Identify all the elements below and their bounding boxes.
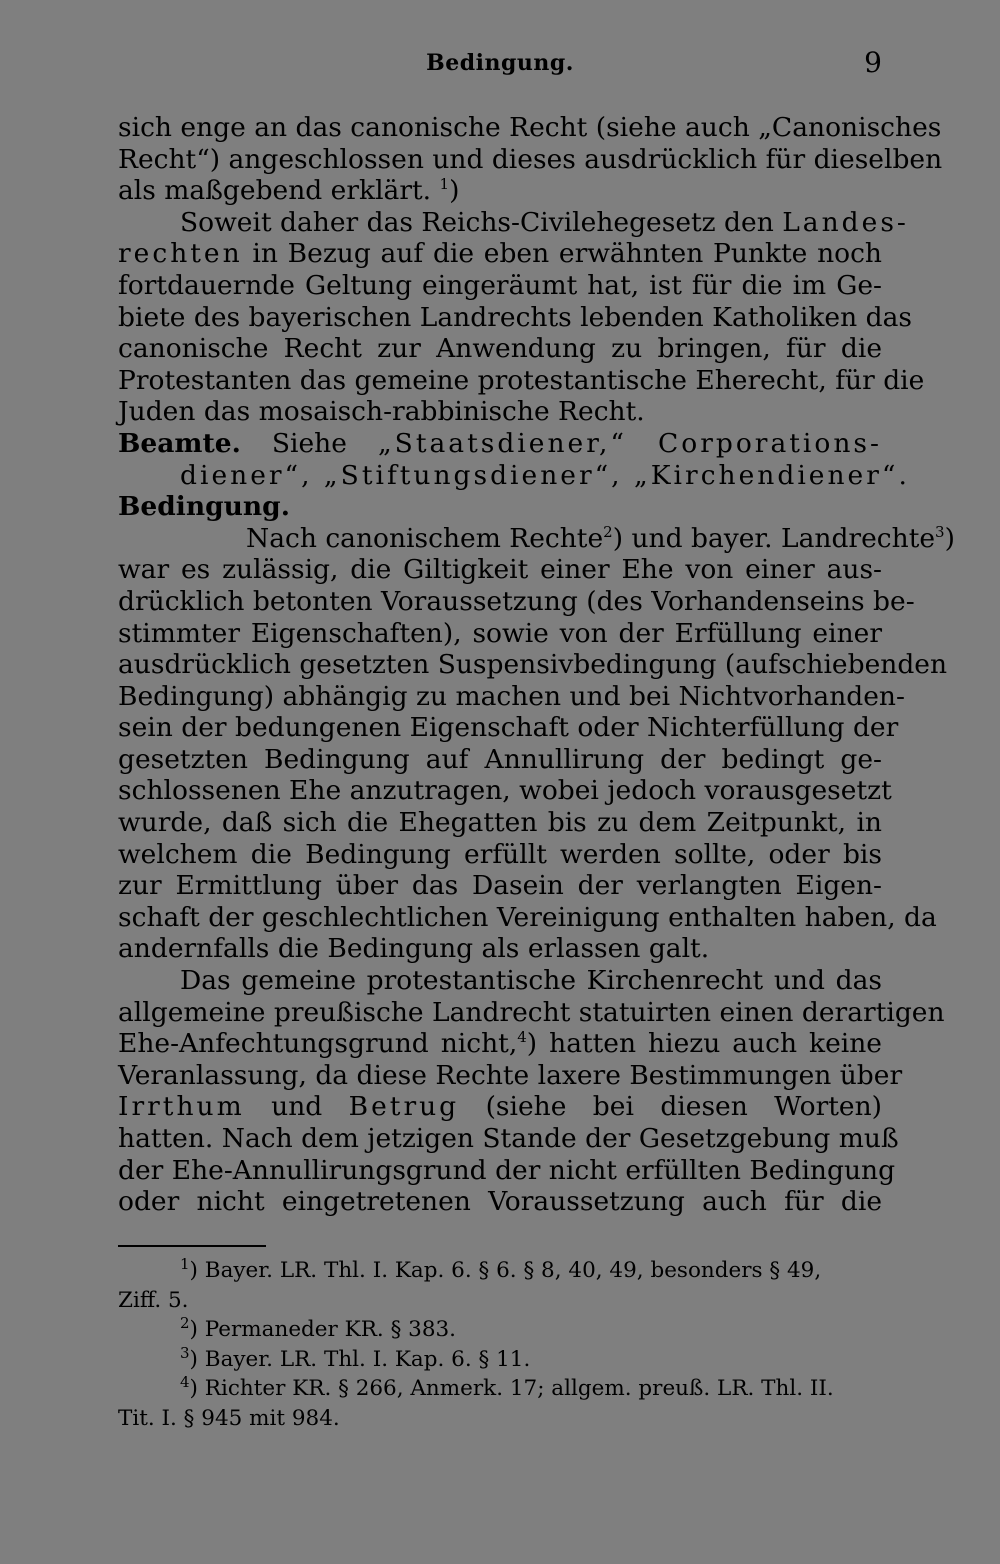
text-line: andernfalls die Bedingung als erlassen galt. [118, 933, 710, 965]
text-line: schaft der geschlechtlichen Vereinigung enthalten haben, da [118, 901, 937, 933]
text-line: Nach canonischem Rechte$^2$) und bayer. Landrechte$^3$) [246, 522, 955, 554]
running-title: Bedingung. [426, 50, 574, 76]
text-line: gesetzten Bedingung auf Annullirung der bedingt ge- [118, 743, 882, 775]
text-line: rechten in Bezug auf die eben erwähnten Punkte noch [118, 238, 882, 270]
text-line: Recht“) angeschlossen und dieses ausdrücklich für dieselben [118, 143, 943, 175]
footnote: $^1$) Bayer. LR. Thl. I. Kap. 6. § 6. § 8, 40, 49, besonders § 49, [180, 1254, 822, 1283]
footnote-ref: 1 [439, 175, 450, 194]
text-line: sein der bedungenen Eigenschaft oder Nichterfüllung der [118, 712, 899, 744]
text-line: Das gemeine protestantische Kirchenrecht und das [180, 965, 882, 997]
footnote-continuation: Ziff. 5. [118, 1287, 189, 1313]
text-line: canonische Recht zur Anwendung zu bringen, für die [118, 333, 882, 365]
footnote-continuation: Tit. I. § 945 mit 984. [118, 1405, 340, 1431]
text-line: Ehe-Anfechtungsgrund nicht,$^4$) hatten hiezu auch keine [118, 1028, 882, 1060]
text-line: wurde, daß sich die Ehegatten bis zu dem Zeitpunkt, in [118, 807, 882, 839]
text-line: sich enge an das canonische Recht (siehe auch „Canonisches [118, 112, 942, 143]
text-line: Veranlassung, da diese Rechte laxere Bestimmungen über [118, 1059, 903, 1091]
footnote-separator [118, 1245, 266, 1247]
footnotes [118, 1256, 882, 1433]
footnote: $^2$) Permaneder KR. § 383. [180, 1313, 457, 1342]
text-line: zur Ermittlung über das Dasein der verlangten Eigen- [118, 870, 882, 902]
text-line: als maßgebend erklärt. $^1$) [118, 175, 460, 207]
text-line: ausdrücklich gesetzten Suspensivbedingung (aufschiebenden [118, 649, 948, 681]
footnote-ref: 3 [935, 522, 945, 541]
footnote-ref: 2 [603, 522, 613, 541]
text-line: Irrthum und Betrug (siehe bei diesen Worten) [118, 1091, 882, 1123]
page-number: 9 [864, 46, 882, 79]
text-line: Juden das mosaisch-rabbinische Recht. [118, 396, 645, 428]
main-text [118, 112, 955, 1218]
text-line: welchem die Bedingung erfüllt werden sollte, oder bis [118, 838, 882, 870]
text-line: drücklich betonten Voraussetzung (des Vorhandenseins be- [118, 585, 915, 617]
footnote: $^4$) Richter KR. § 266, Anmerk. 17; allgem. preuß. LR. Thl. II. [180, 1372, 834, 1401]
text-line: Soweit daher das Reichs-Civilehegesetz den Landes- [180, 206, 909, 238]
entry-heading: Bedingung. [118, 491, 290, 523]
text-line: oder nicht eingetretenen Voraussetzung auch für die [118, 1186, 882, 1218]
text-line: fortdauernde Geltung eingeräumt hat, ist für die im Ge- [118, 269, 882, 301]
entry-beamte: Beamte. Siehe „Staatsdiener,“ Corporations- [118, 427, 882, 459]
text-line: Bedingung) abhängig zu machen und bei Nichtvorhanden- [118, 680, 905, 712]
text-line: schlossenen Ehe anzutragen, wobei jedoch vorausgesetzt [118, 775, 892, 807]
text-line: diener“, „Stiftungsdiener“, „Kirchendiener“. [180, 459, 910, 491]
text-line: allgemeine preußische Landrecht statuirten einen derartigen [118, 996, 945, 1028]
footnote: $^3$) Bayer. LR. Thl. I. Kap. 6. § 11. [180, 1343, 531, 1372]
text-line: Protestanten das gemeine protestantische Eherecht, für die [118, 364, 925, 396]
entry-term: Beamte. [118, 427, 241, 459]
text-line: war es zulässig, die Giltigkeit einer Ehe von einer aus- [118, 554, 882, 586]
text-line: der Ehe-Annullirungsgrund der nicht erfüllten Bedingung [118, 1154, 896, 1186]
footnote-ref: 4 [517, 1028, 527, 1047]
text-line: biete des bayerischen Landrechts lebenden Katholiken das [118, 301, 912, 333]
text-line: hatten. Nach dem jetzigen Stande der Gesetzgebung muß [118, 1123, 899, 1154]
text-line: stimmter Eigenschaften), sowie von der Erfüllung einer [118, 617, 882, 649]
